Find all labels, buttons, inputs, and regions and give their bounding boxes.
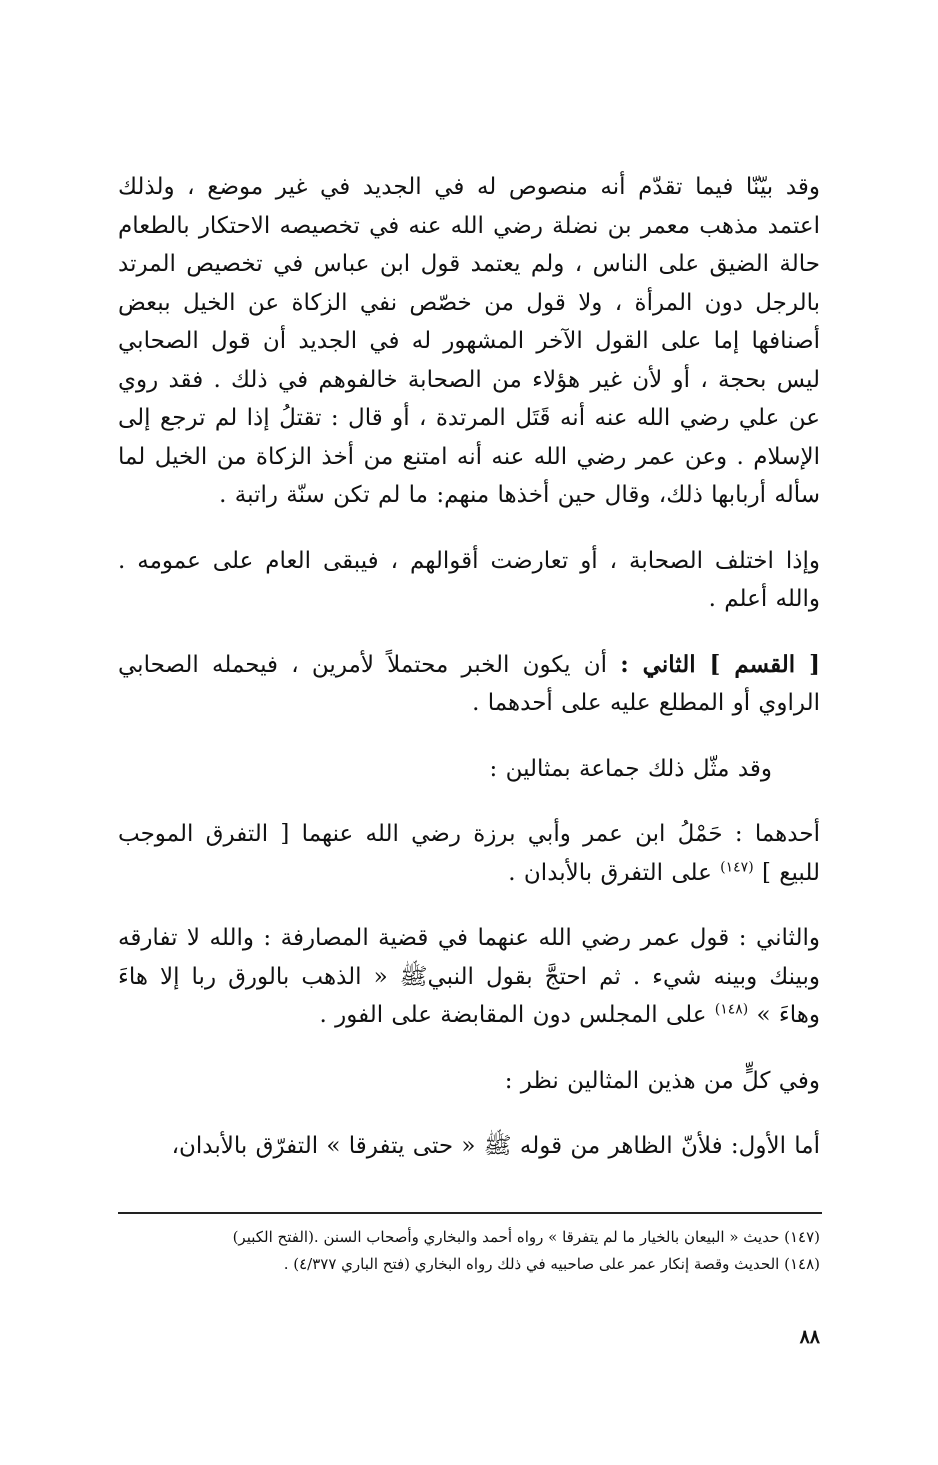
footnote-ref-147[interactable]: (١٤٧) <box>720 858 754 875</box>
footnote-147: (١٤٧) حديث « البيعان بالخيار ما لم يتفرقا » رواه أحمد والبخاري وأصحاب السنن .(الفتح الكبير) <box>232 1228 820 1246</box>
footnote-divider <box>118 1212 822 1214</box>
paragraph-5-text-before: أحدهما : حَمْلُ ابن عمر وأبي برزة رضي الله عنهما [ التفرق الموجب للبيع ] <box>118 821 820 886</box>
page-number: ٨٨ <box>799 1326 820 1348</box>
paragraph-3 <box>118 646 820 723</box>
section-heading: [ القسم ] الثاني : <box>620 650 821 678</box>
paragraph-4: وقد مثّل ذلك جماعة بمثالين : <box>489 755 772 782</box>
paragraph-6-text-before: والثاني : قول عمر رضي الله عنهما في قضية المصارفة : والله لا تفارقه وبينك وبينه شيء . ثم احتجَّ بقول النبيﷺ « الذهب بالورق ربا إلا هاءَ وهاءَ » <box>118 925 820 1028</box>
paragraph-6 <box>118 919 820 1035</box>
paragraph-7: وفي كلٍّ من هذين المثالين نظر : <box>504 1067 820 1094</box>
paragraph-6-text-after: على المجلس دون المقابضة على الفور . <box>319 1002 707 1028</box>
footnote-148: (١٤٨) الحديث وقصة إنكار عمر على صاحبيه في ذلك رواه البخاري (فتح الباري ٤/٣٧٧) . <box>283 1255 820 1273</box>
paragraph-5-text-after: على التفرق بالأبدان . <box>508 859 712 886</box>
paragraph-1: وقد بيّنّا فيما تقدّم أنه منصوص له في الجديد في غير موضع ، ولذلك اعتمد مذهب معمر بن نضلة رضي الله عنه في تخصيصه الاحتكار بالطعام حالة الضيق على الناس ، ولم يعتمد قول ابن عباس في تخصيص المرتد بالرجل دون المرأة ، ولا قول من خصّص نفي الزكاة عن الخيل ببعض أصنافها إما على القول الآخر المشهور له في الجديد أن قول الصحابي ليس بحجة ، أو لأن غير هؤلاء من الصحابة خالفوهم في ذلك . فقد روي عن علي رضي الله عنه أنه قَتَل المرتدة ، أو قال : تقتلُ إذا لم ترجع إلى الإسلام . وعن عمر رضي الله عنه أنه امتنع من أخذ الزكاة من الخيل لما سأله أربابها ذلك، وقال حين أخذها منهم: ما لم تكن سنّة راتبة . <box>118 174 820 508</box>
footnote-ref-148[interactable]: (١٤٨) <box>714 1001 749 1018</box>
body-text <box>118 168 820 1166</box>
paragraph-3-text: أن يكون الخبر محتملاً لأمرين ، فيحمله الصحابي الراوي أو المطلع عليه على أحدهما . <box>118 651 820 716</box>
paragraph-5 <box>118 815 820 892</box>
paragraph-2: وإذا اختلف الصحابة ، أو تعارضت أقوالهم ، فيبقى العام على عمومه . والله أعلم . <box>118 547 820 612</box>
footnotes <box>118 1224 820 1278</box>
paragraph-8: أما الأول: فلأنّ الظاهر من قوله ﷺ « حتى يتفرقا » التفرّق بالأبدان، <box>171 1133 820 1159</box>
